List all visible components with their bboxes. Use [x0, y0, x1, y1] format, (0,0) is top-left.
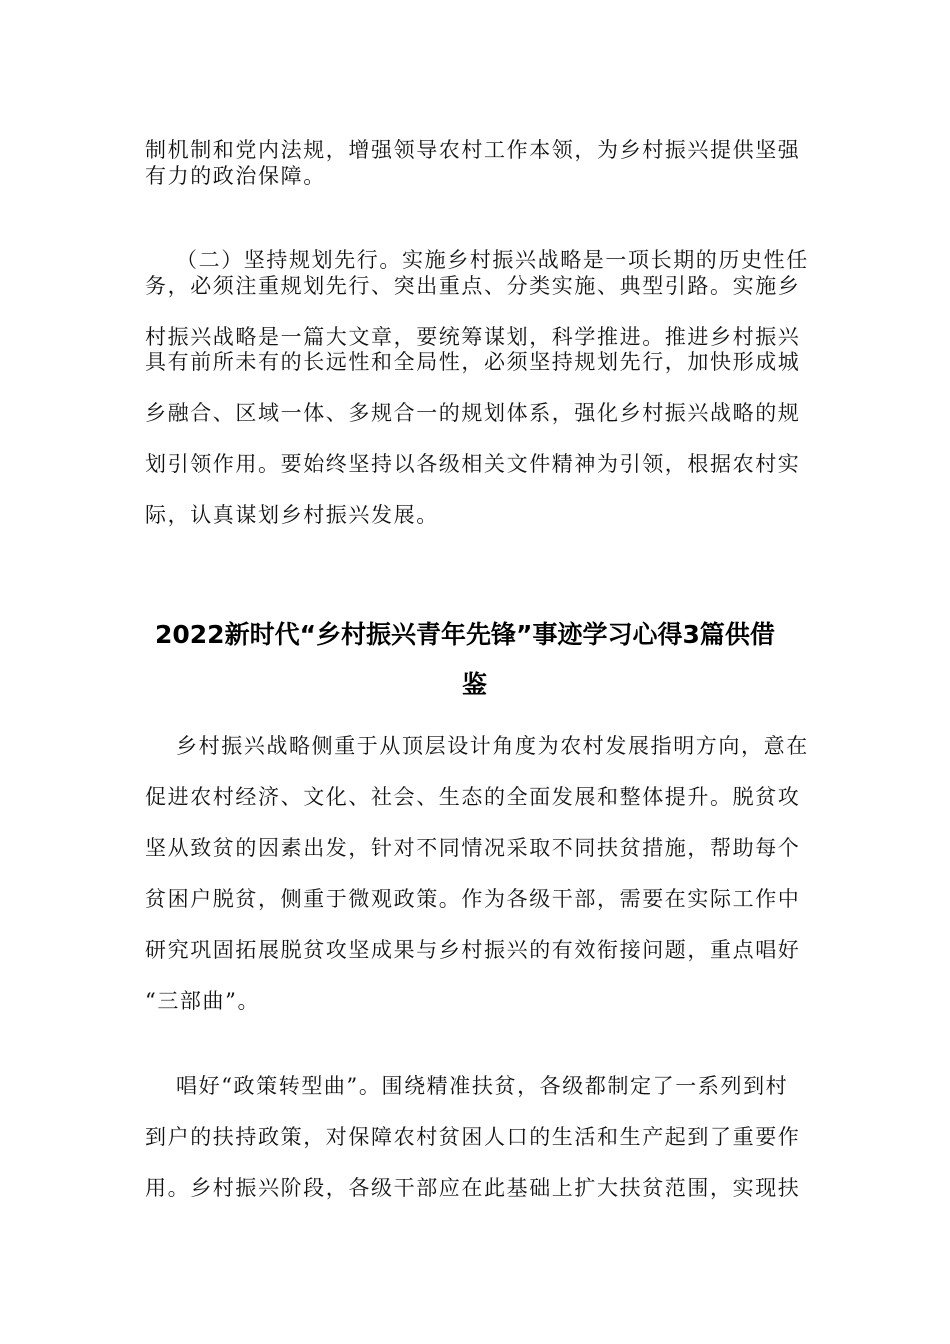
- paragraph-2-line-2: 务，必须注重规划先行、突出重点、分类实施、典型引路。实施乡: [145, 274, 801, 298]
- paragraph-2-line-6: 划引领作用。要始终坚持以各级相关文件精神为引领，根据农村实: [145, 452, 801, 476]
- paragraph-3-line-5: 研究巩固拓展脱贫攻坚成果与乡村振兴的有效衔接问题，重点唱好: [145, 938, 801, 962]
- paragraph-4-line-1: 唱好“政策转型曲”。围绕精准扶贫，各级都制定了一系列到村: [176, 1074, 789, 1098]
- paragraph-3-line-3: 坚从致贫的因素出发，针对不同情况采取不同扶贫措施，帮助每个: [145, 836, 801, 860]
- paragraph-2-line-5: 乡融合、区域一体、多规合一的规划体系，强化乡村振兴战略的规: [145, 401, 801, 425]
- paragraph-3-line-1: 乡村振兴战略侧重于从顶层设计角度为农村发展指明方向，意在: [176, 734, 809, 758]
- paragraph-2-line-1: （二）坚持规划先行。实施乡村振兴战略是一项长期的历史性任: [176, 248, 809, 272]
- article-title-line-1: 2022新时代“乡村振兴青年先锋”事迹学习心得3篇供借: [155, 620, 775, 649]
- paragraph-2-line-3: 村振兴战略是一篇大文章，要统筹谋划，科学推进。推进乡村振兴: [145, 325, 801, 349]
- paragraph-4-line-3: 用。乡村振兴阶段，各级干部应在此基础上扩大扶贫范围，实现扶: [145, 1176, 801, 1200]
- paragraph-1-line-1: 制机制和党内法规，增强领导农村工作本领，为乡村振兴提供坚强: [145, 138, 801, 162]
- paragraph-2-line-7: 际，认真谋划乡村振兴发展。: [145, 503, 439, 527]
- paragraph-3-line-6: “三部曲”。: [145, 989, 261, 1013]
- paragraph-1-line-2: 有力的政治保障。: [145, 164, 326, 188]
- paragraph-2-line-4: 具有前所未有的长远性和全局性，必须坚持规划先行，加快形成城: [145, 350, 801, 374]
- paragraph-4-line-2: 到户的扶持政策，对保障农村贫困人口的生活和生产起到了重要作: [145, 1125, 801, 1149]
- article-title-line-2: 鉴: [462, 670, 488, 699]
- paragraph-3-line-4: 贫困户脱贫，侧重于微观政策。作为各级干部，需要在实际工作中: [145, 887, 801, 911]
- paragraph-3-line-2: 促进农村经济、文化、社会、生态的全面发展和整体提升。脱贫攻: [145, 785, 801, 809]
